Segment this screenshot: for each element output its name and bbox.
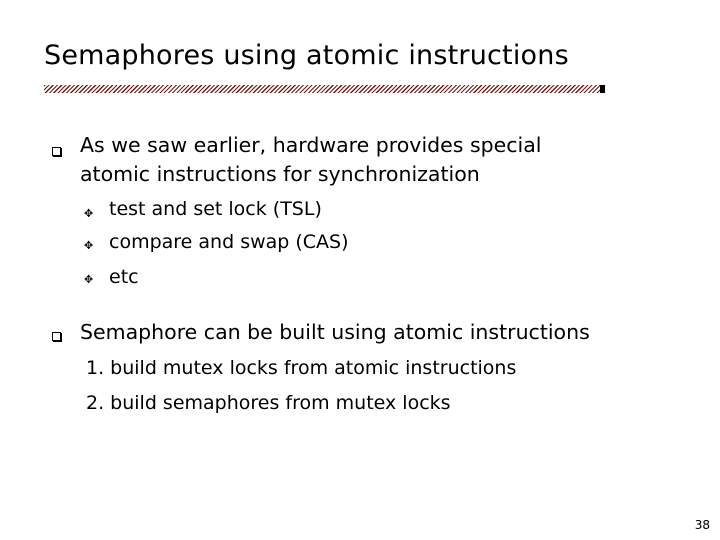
numbered-item-2: 2. build semaphores from mutex locks — [86, 392, 451, 414]
square-bullet-icon — [52, 332, 61, 341]
title-underline — [44, 85, 600, 93]
diamond-bullet-icon: ✥ — [84, 207, 94, 220]
slide-number: 38 — [694, 518, 710, 532]
title-underline-end — [600, 85, 605, 93]
bullet-1-line-1: As we saw earlier, hardware provides special — [80, 133, 542, 157]
sub-item-cas: compare and swap (CAS) — [109, 231, 349, 253]
square-bullet-icon — [52, 147, 61, 156]
bullet-1-line-2: atomic instructions for synchronization — [80, 162, 480, 186]
bullet-2-line-1: Semaphore can be built using atomic instructions — [80, 320, 590, 344]
sub-item-etc: etc — [109, 266, 139, 288]
sub-item-tsl: test and set lock (TSL) — [109, 198, 322, 220]
diamond-bullet-icon: ✥ — [84, 273, 94, 286]
slide-title: Semaphores using atomic instructions — [44, 40, 569, 71]
numbered-item-1: 1. build mutex locks from atomic instructions — [86, 357, 517, 379]
diamond-bullet-icon: ✥ — [84, 239, 94, 252]
